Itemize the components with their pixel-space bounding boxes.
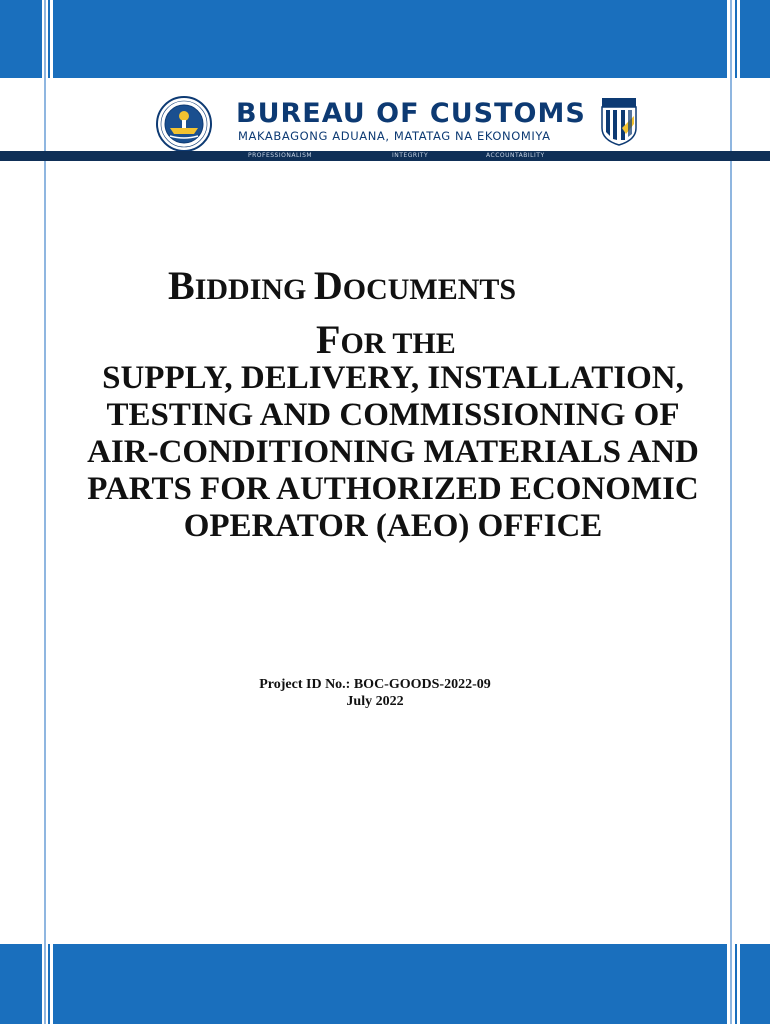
agency-name: BUREAU OF CUSTOMS bbox=[236, 98, 586, 129]
project-id: Project ID No.: BOC-GOODS-2022-09 bbox=[259, 677, 491, 692]
title-line-2: FOR THE bbox=[316, 317, 456, 362]
top-blue-band bbox=[0, 0, 770, 78]
boc-seal-icon bbox=[156, 96, 212, 152]
value-professionalism: PROFESSIONALISM bbox=[248, 152, 313, 159]
agency-motto: MAKABAGONG ADUANA, MATATAG NA EKONOMIYA bbox=[238, 129, 551, 143]
values-bar bbox=[0, 151, 770, 161]
boc-crest-icon bbox=[600, 98, 638, 146]
title-line-1: BIDDING DOCUMENTS bbox=[168, 263, 517, 308]
project-date: July 2022 bbox=[346, 694, 404, 709]
document-subject: SUPPLY, DELIVERY, INSTALLATION, TESTING AND COMMISSIONING OF AIR-CONDITIONING MATERIALS AND PARTS FOR AUTHORIZED ECONOMIC OPERATOR (AEO) OFFICE bbox=[87, 360, 699, 544]
bottom-blue-band bbox=[0, 944, 770, 1024]
value-accountability: ACCOUNTABILITY bbox=[486, 152, 545, 159]
project-info bbox=[200, 676, 550, 710]
value-integrity: INTEGRITY bbox=[392, 152, 429, 159]
